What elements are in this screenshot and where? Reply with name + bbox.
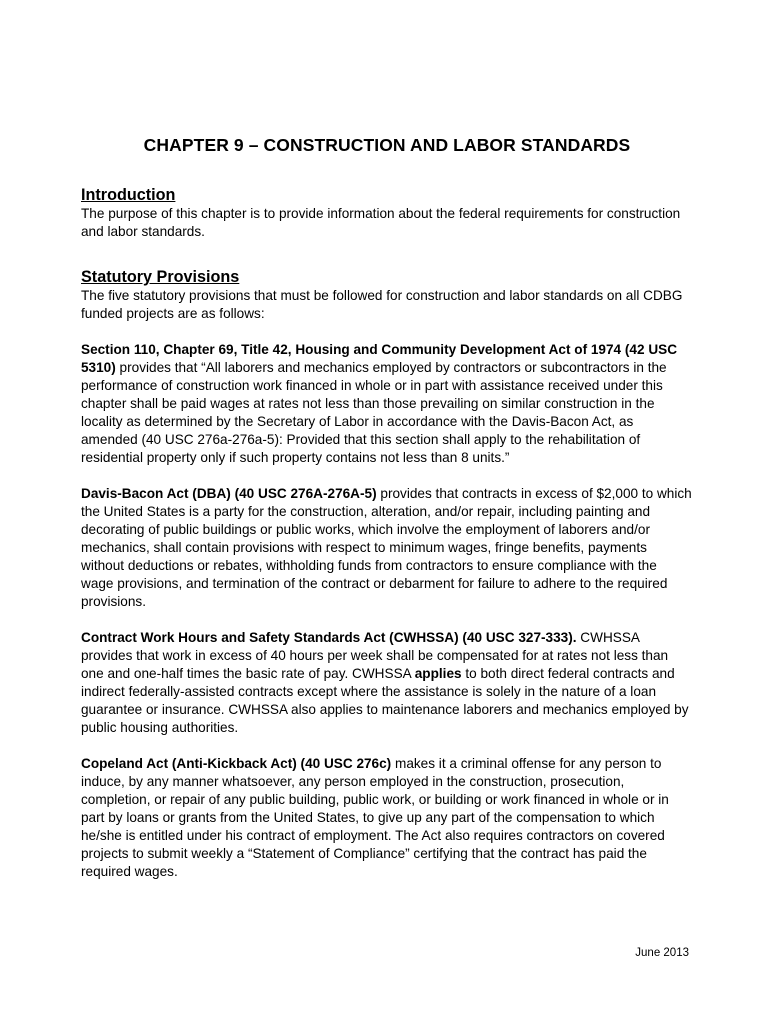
statutory-provisions-intro: The five statutory provisions that must be followed for construction and labor standards on all CDBG funded projects are as follows: xyxy=(81,288,683,321)
spacer xyxy=(81,611,693,629)
provision-text: provides that contracts in excess of $2,000 to which the United States is a party for the construction, alteration, and/or repair, including painting and decorating of public buildings or public works, which involve the employment of laborers and/or mechanics, shall contain provisions with respect to minimum wages, fringe benefits, payments without deductions or rebates, withholding funds from contractors to ensure compliance with the wage provisions, and termination of the contract or debarment for failure to adhere to the required provisions. xyxy=(81,486,692,609)
provision-title: Copeland Act (Anti-Kickback Act) (40 USC 276c) xyxy=(81,756,392,771)
footer-date: June 2013 xyxy=(635,947,689,959)
spacer xyxy=(81,241,693,267)
provision-title: Section 110, Chapter 69, Title 42, Housing and Community Development Act of 1974 (42 USC 5310) xyxy=(81,342,678,375)
provision-cwhssa xyxy=(81,629,693,737)
document-page xyxy=(81,134,693,881)
provision-davis-bacon xyxy=(81,485,693,611)
spacer xyxy=(81,467,693,485)
statutory-provisions-section xyxy=(81,267,693,881)
provision-title: Contract Work Hours and Safety Standards Act (CWHSSA) (40 USC 327-333). xyxy=(81,630,577,645)
provision-title: Davis-Bacon Act (DBA) (40 USC 276A-276A-5) xyxy=(81,486,377,501)
introduction-heading: Introduction xyxy=(81,186,176,204)
provision-text: provides that “All laborers and mechanics employed by contractors or subcontractors in the performance of construction work financed in whole or in part with assistance received under this chapter shall be paid wages at rates not less than those prevailing on similar construction in the locality as determined by the Secretary of Labor in accordance with the Davis-Bacon Act, as amended (40 USC 276a-276a-5): Provided that this section shall apply to the rehabilitation of residential property only if such property contains not less than 8 units.” xyxy=(81,360,667,465)
spacer xyxy=(81,737,693,755)
provision-emphasis: applies xyxy=(414,666,462,681)
introduction-section xyxy=(81,185,693,241)
provision-section-110 xyxy=(81,341,693,467)
chapter-title: CHAPTER 9 – CONSTRUCTION AND LABOR STANDARDS xyxy=(143,135,631,155)
provision-text: CWHSSA provides that work in excess of 40 hours per week shall be compensated for at rates not less than one and one-half times the basic rate of pay. CWHSSA xyxy=(81,630,669,681)
spacer xyxy=(81,323,693,341)
provision-text: makes it a criminal offense for any person to induce, by any manner whatsoever, any person employed in the construction, prosecution, completion, or repair of any public building, public work, or building or work financed in whole or in part by loans or grants from the United States, to give up any part of the compensation to which he/she is entitled under his contract of employment. The Act also requires contractors on covered projects to submit weekly a “Statement of Compliance” certifying that the contract has paid the required wages. xyxy=(81,756,669,879)
provision-text-continued: to both direct federal contracts and indirect federally-assisted contracts except where the assistance is solely in the nature of a loan guarantee or insurance. CWHSSA also applies to maintenance laborers and mechanics employed by public housing authorities. xyxy=(81,666,689,735)
statutory-provisions-heading: Statutory Provisions xyxy=(81,268,240,286)
introduction-text: The purpose of this chapter is to provide information about the federal requirements for construction and labor standards. xyxy=(81,206,681,239)
provision-copeland xyxy=(81,755,693,881)
